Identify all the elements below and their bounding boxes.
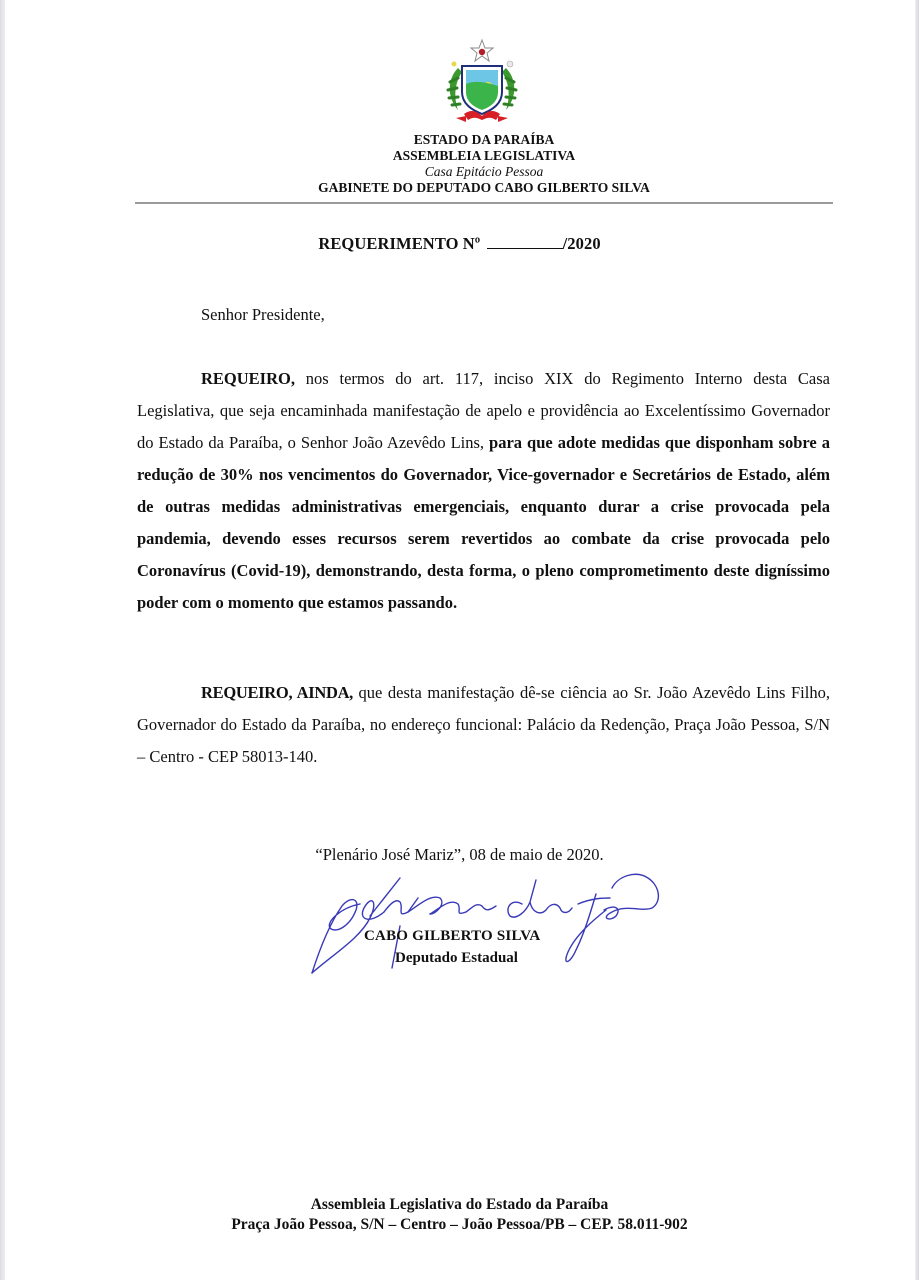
page-footer (0, 1195, 919, 1235)
paragraph-lead: REQUEIRO, AINDA, (201, 683, 354, 702)
paragraph-body: que desta manifestação dê-se ciência ao Sr. João Azevêdo Lins Filho, Governador do Estado da Paraíba, no endereço funcional: Palácio da Redenção, Praça João Pessoa, S/N – Centro - CEP 58013-140. (137, 683, 830, 766)
additional-request-paragraph (137, 677, 830, 773)
crest-flower (507, 61, 513, 67)
paragraph-lead: REQUEIRO, (201, 369, 295, 388)
signature-stroke-1 (312, 900, 360, 973)
page-edge-left (0, 0, 5, 1280)
paragraph-emphasis: para que adote medidas que disponham sobre a redução de 30% nos vencimentos do Governador, Vice-governador e Secretários de Estado, além de outras medidas administrativas emergenciais, enquanto durar a crise provocada pela pandemia, devendo esses recursos serem revertidos ao combate da crise provocada pelo Coronavírus (Covid-19), demonstrando, desta forma, o pleno comprometimento deste digníssimo poder com o momento que estamos passando. (137, 433, 830, 612)
footer-institution: Assembleia Legislativa do Estado da Paraíba (310, 1196, 609, 1213)
crest-star-center (479, 49, 485, 55)
request-paragraph (137, 363, 830, 619)
paraiba-coat-of-arms-icon (440, 38, 524, 124)
signature-stroke-7 (566, 894, 610, 962)
header-divider (135, 202, 833, 204)
document-title (0, 234, 919, 254)
signature-stroke-6 (508, 880, 572, 917)
header-assembly: ASSEMBLEIA LEGISLATIVA (392, 148, 576, 163)
paragraph-body: nos termos do art. 117, inciso XIX do Regimento Interno desta Casa Legislativa, que seja encaminhada manifestação de apelo e providência ao Excelentíssimo Governador do Estado da Paraíba, o Senhor João Azevêdo Lins, (137, 369, 830, 452)
signature-stroke-8 (604, 874, 658, 919)
title-year: /2020 (562, 234, 601, 253)
page-edge-right (915, 0, 919, 1280)
salutation: Senhor Presidente, (201, 305, 325, 324)
header-office: GABINETE DO DEPUTADO CABO GILBERTO SILVA (318, 180, 650, 195)
footer-address: Praça João Pessoa, S/N – Centro – João Pessoa/PB – CEP. 58.011-902 (231, 1216, 688, 1233)
signer-name: CABO GILBERTO SILVA (364, 928, 541, 944)
header-state: ESTADO DA PARAÍBA (413, 132, 555, 147)
title-prefix: REQUERIMENTO Nº (318, 234, 481, 253)
letterhead (135, 132, 833, 196)
header-house: Casa Epitácio Pessoa (424, 164, 544, 179)
request-number-blank (487, 234, 563, 249)
signer-role: Deputado Estadual (395, 950, 518, 966)
signature-stroke-5 (430, 902, 496, 914)
crest-bud (452, 62, 457, 67)
place-and-date: “Plenário José Mariz”, 08 de maio de 2020. (315, 845, 604, 864)
